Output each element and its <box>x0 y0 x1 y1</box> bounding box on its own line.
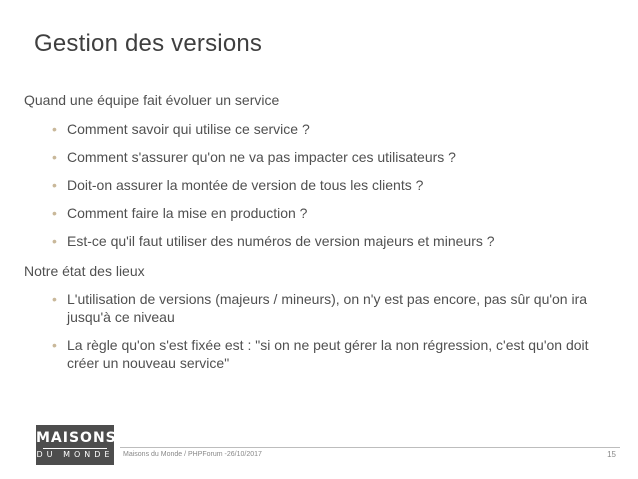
list-item-text: Comment savoir qui utilise ce service ? <box>67 121 310 137</box>
list-item <box>0 336 600 372</box>
list-item <box>0 204 600 222</box>
logo-text-top: MAISONS <box>36 430 117 446</box>
logo-text-bottom: DU MONDE <box>36 450 114 459</box>
list-item-text: Comment s'assurer qu'on ne va pas impacter ces utilisateurs ? <box>67 149 456 165</box>
list-item <box>0 120 600 138</box>
list-item <box>0 232 600 250</box>
section-heading-1: Quand une équipe fait évoluer un service <box>24 92 280 108</box>
footer-text: Maisons du Monde / PHPForum -26/10/2017 <box>123 451 262 458</box>
list-item-text: La règle qu'on s'est fixée est : "si on ne peut gérer la non régression, c'est qu'on doit créer un nouveau service" <box>67 337 589 371</box>
list-item-text: L'utilisation de versions (majeurs / mineurs), on n'y est pas encore, pas sûr qu'on ira jusqu'à ce niveau <box>67 291 588 325</box>
bullet-list-2 <box>0 290 600 382</box>
bullet-icon: • <box>52 121 57 137</box>
list-item <box>0 176 600 194</box>
bullet-icon: • <box>52 291 57 307</box>
section-heading-2: Notre état des lieux <box>24 263 145 279</box>
bullet-list-1 <box>0 120 600 260</box>
maisons-du-monde-logo <box>36 425 117 465</box>
bullet-icon: • <box>52 233 57 249</box>
page-number: 15 <box>607 450 616 459</box>
bullet-icon: • <box>52 177 57 193</box>
list-item-text: Est-ce qu'il faut utiliser des numéros de version majeurs et mineurs ? <box>67 233 495 249</box>
bullet-icon: • <box>52 337 57 353</box>
list-item <box>0 290 600 326</box>
bullet-icon: • <box>52 149 57 165</box>
list-item <box>0 148 600 166</box>
logo-divider <box>43 448 107 449</box>
bullet-icon: • <box>52 205 57 221</box>
footer-divider <box>120 447 620 448</box>
slide-title: Gestion des versions <box>34 30 263 57</box>
list-item-text: Comment faire la mise en production ? <box>67 205 308 221</box>
list-item-text: Doit-on assurer la montée de version de tous les clients ? <box>67 177 424 193</box>
